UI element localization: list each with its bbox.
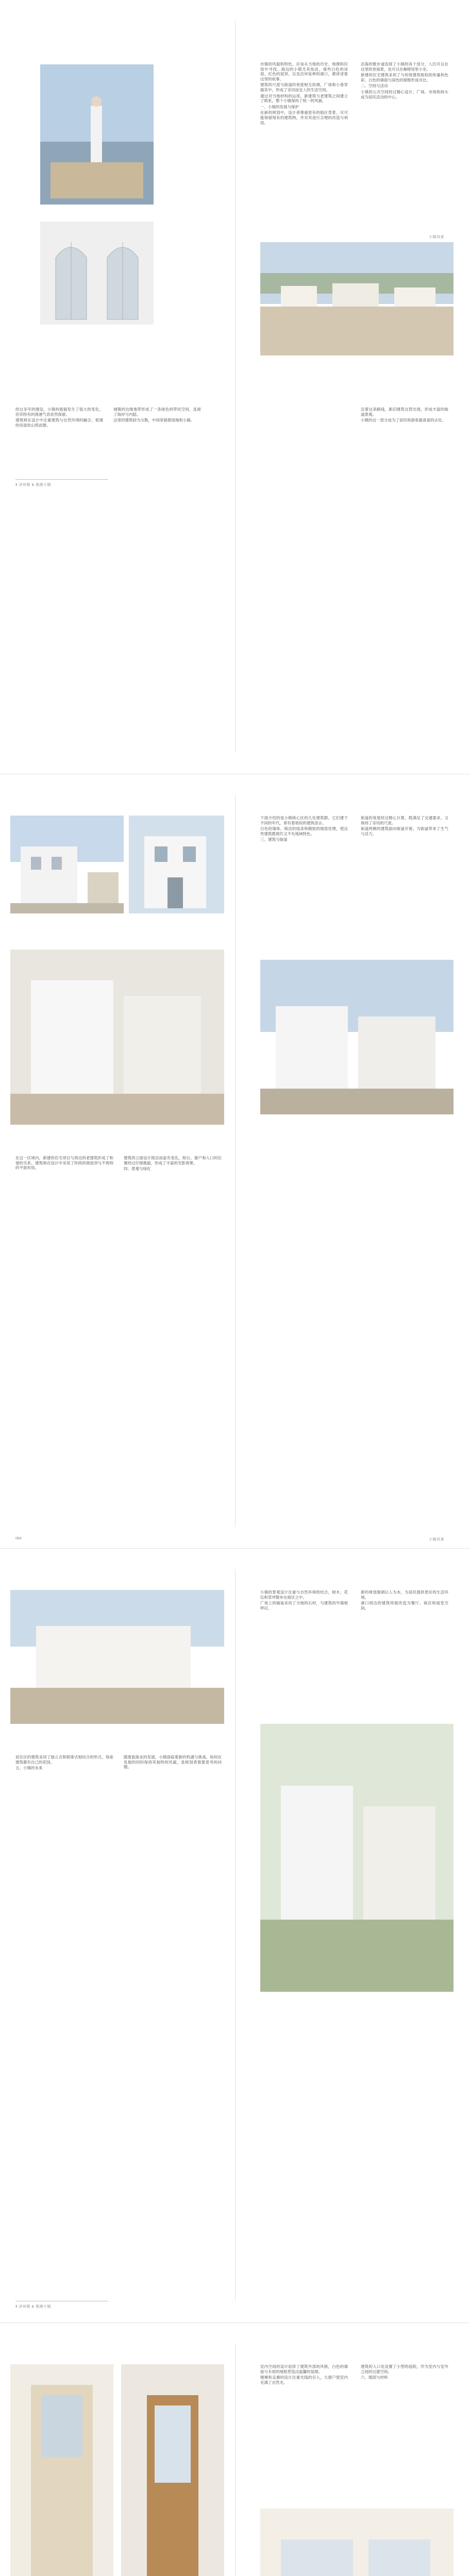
photo-courtyard bbox=[10, 950, 224, 1125]
text-column bbox=[361, 816, 448, 950]
paragraph: 这里的建筑较为分散，中间穿插着绿地和小路。 bbox=[113, 418, 195, 423]
paragraph: 新的规划强调以人为本，为居民提供更好的生活环境。 bbox=[361, 1590, 448, 1600]
paragraph: 港口周边的建筑将被改造为餐厅、商店和展览空间。 bbox=[361, 1601, 448, 1611]
text-column bbox=[260, 1590, 348, 1703]
paragraph: 随着旅游业的发展，小镇面临着新的机遇与挑战。如何在发展的同时保持其独特的风貌，是规划者需要思考的问题。 bbox=[124, 1755, 222, 1770]
paragraph: 下面介绍的是小镇核心区的几处建筑群。它们建于不同的年代，却有着相似的建筑语言。 bbox=[260, 816, 348, 825]
paragraph: 小镇的景观设计注重与自然环境的结合，树木、花坛和草坪散布在街区之中。 bbox=[260, 1590, 348, 1600]
paragraph: 建筑的入口处设置了小型的庭院，作为室内与室外之间的过渡空间。 bbox=[361, 2364, 448, 2374]
paragraph: 室内空间的设计延续了建筑外部的风格，白色的墙面与木质的地板营造出温馨的氛围。 bbox=[260, 2364, 348, 2374]
gutter-line bbox=[235, 2344, 236, 2576]
photo-white-building bbox=[129, 816, 224, 913]
paragraph: 街道两侧的建筑面向街道开窗，为街道带来了生气与活力。 bbox=[361, 826, 448, 836]
gutter-line bbox=[235, 795, 236, 1527]
text-column bbox=[260, 816, 348, 950]
gutter-line bbox=[235, 1569, 236, 2301]
page-2 bbox=[0, 774, 470, 1549]
section-heading: 六、细部与材料 bbox=[361, 2375, 388, 2380]
section-heading: 五、小镇的未来 bbox=[15, 1766, 43, 1771]
paragraph: 白色的墙体、简洁的线条和精致的细部处理，使这些建筑既现代又不失地域特色。 bbox=[260, 826, 348, 836]
photo-street-corner bbox=[10, 816, 124, 913]
photo-garden-houses bbox=[260, 1724, 454, 1992]
paragraph: 通过对当地材料的运用，新建筑与老建筑之间建立了联系，整个小镇保持了统一的风貌。 bbox=[260, 93, 348, 104]
text-column bbox=[124, 1755, 222, 1858]
page-1 bbox=[0, 0, 470, 774]
text-column bbox=[361, 407, 448, 469]
photo-seaside-panorama bbox=[260, 242, 454, 355]
text-column bbox=[15, 1156, 113, 1269]
text-column bbox=[260, 62, 348, 216]
page-3 bbox=[0, 1549, 470, 2323]
paragraph: 新建的住宅建筑采用了与传统建筑相似的体量和色彩，白色的墙面与深色的窗框形成对比。 bbox=[361, 73, 448, 82]
photo-terrace-houses bbox=[260, 960, 454, 1114]
text-column bbox=[361, 62, 448, 216]
text-column bbox=[260, 2364, 348, 2488]
text-column bbox=[361, 1590, 448, 1703]
gutter-line bbox=[235, 21, 236, 752]
folio-label: Ⅱ 济州镇 & 渔港小镇 bbox=[15, 2305, 51, 2309]
paragraph: 沿海的散步道连接了小镇的各个部分，人们可以在这里欣赏海景，也可以在咖啡馆里小坐。 bbox=[361, 62, 448, 72]
photo-arched-windows bbox=[40, 222, 154, 325]
paragraph: 建筑师在设计中注重建筑与自然环境的融合，低矮的房屋依山势而建。 bbox=[15, 418, 103, 428]
text-column bbox=[361, 2364, 448, 2488]
paragraph: 在新的规划中，设计者尊重原有的街区背景，尽可能保留现有的建筑物，并对其进行合理的改造与利用。 bbox=[260, 110, 348, 125]
photo-doorway bbox=[121, 2364, 224, 2576]
paragraph: 经过多年的建设，小镇的面貌发生了很大的变化，但其特有的渔港气息依然保留。 bbox=[15, 407, 103, 417]
text-column bbox=[15, 407, 103, 469]
folio-rule bbox=[15, 479, 108, 480]
page-4 bbox=[0, 2323, 470, 2576]
photo-harbor-figure bbox=[40, 64, 154, 205]
photo-plaza bbox=[10, 1590, 224, 1724]
paragraph: 楼梯和走廊的设计注重光线的引入，大窗户使室内充满了自然光。 bbox=[260, 2375, 348, 2385]
paragraph: 市镇的风貌和特色，应该从当地的历史、地理和民俗中寻找。海边的小镇尤其如此，那些白色的房屋、红色的屋顶，以及沿岸延伸的港口，都讲述着这里的故事。 bbox=[260, 62, 348, 81]
section-heading: 二、空间与活动 bbox=[361, 83, 388, 89]
paragraph: 街道的宽度经过精心计算，既满足了交通需求，又保持了亲切的尺度。 bbox=[361, 816, 448, 825]
paragraph: 小镇的这一部分成为了居民和游客最喜爱的去处。 bbox=[361, 418, 446, 423]
paragraph: 建筑的立面设计简洁而富有变化，阳台、窗户和入口的位置经过仔细推敲，形成了丰富的光影效果。 bbox=[124, 1156, 222, 1165]
paragraph: 小镇的公共空间经过精心设计，广场、市场和码头成为居民活动的中心。 bbox=[361, 89, 448, 99]
text-column bbox=[113, 407, 201, 469]
section-heading: 四、景观与绿化 bbox=[124, 1166, 151, 1172]
photo-stair-hall bbox=[10, 2364, 113, 2576]
running-header: 小镇风景 bbox=[429, 1538, 444, 1541]
running-header: 小镇风景 bbox=[429, 235, 444, 239]
section-heading: 一、小镇的发展与保护 bbox=[260, 104, 299, 109]
paragraph: 广场上的铺装采用了当地的石材，与建筑的外墙相呼应。 bbox=[260, 1601, 348, 1611]
paragraph: 居住区的建筑采用了独立式和联排式相结合的形式，每座建筑都有自己的花园。 bbox=[15, 1755, 113, 1765]
paragraph: 建筑的尺度与街道的宽度相互协调，广场和小巷穿插其中，形成了亲切而宜人的生活空间。 bbox=[260, 82, 348, 92]
paragraph: 城镇的边缘地带形成了一条绿色的带状空间，连接了海岸与内陆。 bbox=[113, 407, 201, 417]
folio-label: Ⅱ 济州镇 & 渔港小镇 bbox=[15, 483, 51, 487]
section-heading: 三、建筑与街道 bbox=[260, 837, 288, 842]
text-column bbox=[124, 1156, 222, 1269]
text-column bbox=[15, 1755, 113, 1858]
paragraph: 在这一区域内，新建的住宅项目与周边的老建筑形成了和谐的关系。建筑师在设计中采用了传统的坡屋顶与不规则的平面布局。 bbox=[15, 1156, 113, 1171]
paragraph: 沿着这条路线，新旧建筑交替出现，形成丰富的街道景观。 bbox=[361, 407, 448, 417]
photo-interior-room bbox=[260, 2509, 454, 2576]
page-number: 094 bbox=[15, 1537, 22, 1540]
